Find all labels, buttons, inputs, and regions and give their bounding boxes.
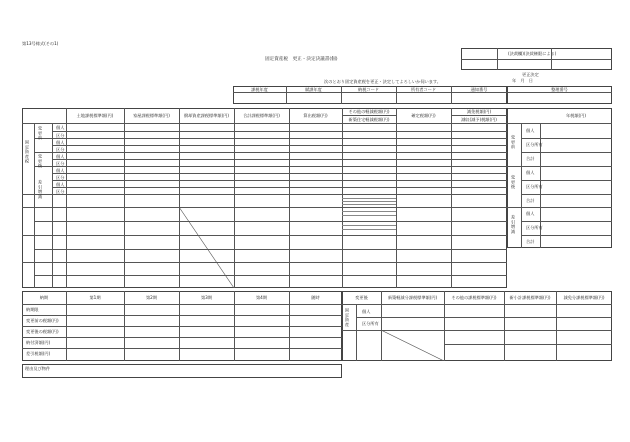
col-computed-tax: 算出税額(円) — [303, 113, 328, 118]
period-3: 第3期 — [200, 295, 213, 300]
period-2: 第2期 — [145, 295, 158, 300]
label-before-change: 変更前 — [38, 126, 43, 141]
right-row-kojin-2: 個人 — [526, 170, 535, 175]
label-kubun-2: 区分 — [56, 147, 65, 152]
col-new-house-reduction: 新築住宅軽減税額(円) — [348, 117, 390, 122]
request-text: 次のとおり固定資産税を更正・決定してよろしいか伺います。 — [324, 79, 441, 84]
diagonal-strike-depreciable — [179, 207, 234, 288]
field-label-shoyusha-code: 所有者コード — [410, 87, 437, 92]
col-after-change: 変更後 — [355, 295, 368, 300]
col-new-subtotal-standard: 新小計課税標準額(円) — [509, 295, 551, 300]
right-row-total-2: 合計 — [526, 198, 535, 203]
annual-tax-table — [507, 108, 612, 248]
correction-label: 更正決定 — [522, 72, 539, 77]
col-depreciable-standard: 償却資産課税標準額(円) — [183, 113, 230, 118]
label-kubun-5: 区分 — [56, 189, 65, 194]
period-4: 第4期 — [255, 295, 268, 300]
row-due-date: 納期限 — [26, 307, 39, 312]
col-confirmed-tax: 確定税額(円) — [411, 113, 436, 118]
col-exemption-a: 減免税額(円) — [466, 109, 492, 114]
right-row-kojin-3: 個人 — [526, 211, 535, 216]
field-label-fuka-nendo: 賦課年度 — [305, 87, 322, 92]
row-before-tax: 変更前の税額(円) — [26, 318, 59, 323]
date-label: 年 月 日 — [512, 78, 533, 83]
form-title: 固定資産税 更正・決定決議書(個) — [265, 57, 338, 62]
row-paid-amount: 納付済額(円) — [26, 340, 51, 345]
seiri-number-label: 整理番号 — [551, 87, 568, 92]
label-kojin-3: 個人 — [56, 154, 65, 159]
col-exemption-standard: 減免分課税標準額(円) — [563, 295, 605, 300]
right-row-total-3: 合計 — [526, 239, 535, 244]
bottom-row-kubun: 区分所有 — [362, 321, 379, 326]
field-label-kazei-nendo: 課税年度 — [251, 87, 268, 92]
label-kojin-1: 個人 — [56, 125, 65, 130]
period-zuiji: 随時 — [311, 295, 320, 300]
bottom-row-kojin: 個人 — [362, 309, 371, 314]
right-row-total-1: 合計 — [526, 156, 535, 161]
right-label-diff: 差引増減 — [511, 215, 516, 234]
label-nouki: 納期 — [39, 295, 49, 300]
col-total-standard: 合計課税標準額(円) — [243, 113, 280, 118]
label-after-change: 変更後 — [38, 154, 43, 169]
row-after-tax: 変更後の税額(円) — [26, 329, 59, 334]
label-kubun-3: 区分 — [56, 161, 65, 166]
right-label-after: 変更後 — [511, 175, 516, 190]
right-row-kojin-1: 個人 — [526, 128, 535, 133]
form-number: 第13号様式(その1) — [22, 41, 59, 46]
field-label-nouzei-code: 納税コード — [358, 87, 379, 92]
right-label-before: 変更前 — [511, 135, 516, 150]
approval-stamp-label: (決裁欄)(決裁権限による) — [508, 51, 557, 56]
col-land-standard: 土地課税標準額(円) — [76, 113, 114, 118]
diagonal-strike-bottom — [381, 330, 444, 361]
label-kojin-5: 個人 — [56, 182, 65, 187]
label-kojin-4: 個人 — [56, 168, 65, 173]
annual-tax-title: 年税額(円) — [565, 113, 587, 118]
row-balance-tax: 差引税額(円) — [26, 351, 51, 356]
label-kojin-2: 個人 — [56, 140, 65, 145]
col-other-reduction: その他の軽減税額(円) — [348, 109, 390, 114]
col-new-house-standard: 新築軽減分課税標準額(円) — [387, 295, 438, 300]
label-fixed-asset-tax: 固定資産税 — [25, 140, 30, 164]
col-house-standard: 家屋課税標準額(円) — [133, 113, 170, 118]
label-difference: 差引増減 — [38, 180, 43, 199]
period-1: 第1期 — [89, 295, 101, 300]
col-exemption-b: 減収(減予)税額(円) — [461, 117, 497, 122]
reason-box — [22, 364, 342, 378]
field-label-tsuchi-bango: 通知番号 — [470, 87, 488, 92]
reason-label: 理由及び物件 — [25, 366, 51, 371]
col-other-standard: その他の課税標準額(円) — [451, 295, 497, 300]
right-row-kubun-3: 区分所有 — [526, 225, 543, 230]
right-row-kubun-1: 区分所有 — [526, 142, 543, 147]
label-kotei-shisan-bottom: 固定資産 — [345, 308, 350, 327]
right-row-kubun-2: 区分所有 — [526, 184, 543, 189]
main-table — [22, 108, 507, 288]
label-kubun-4: 区分 — [56, 175, 65, 180]
label-kubun-1: 区分 — [56, 133, 65, 138]
